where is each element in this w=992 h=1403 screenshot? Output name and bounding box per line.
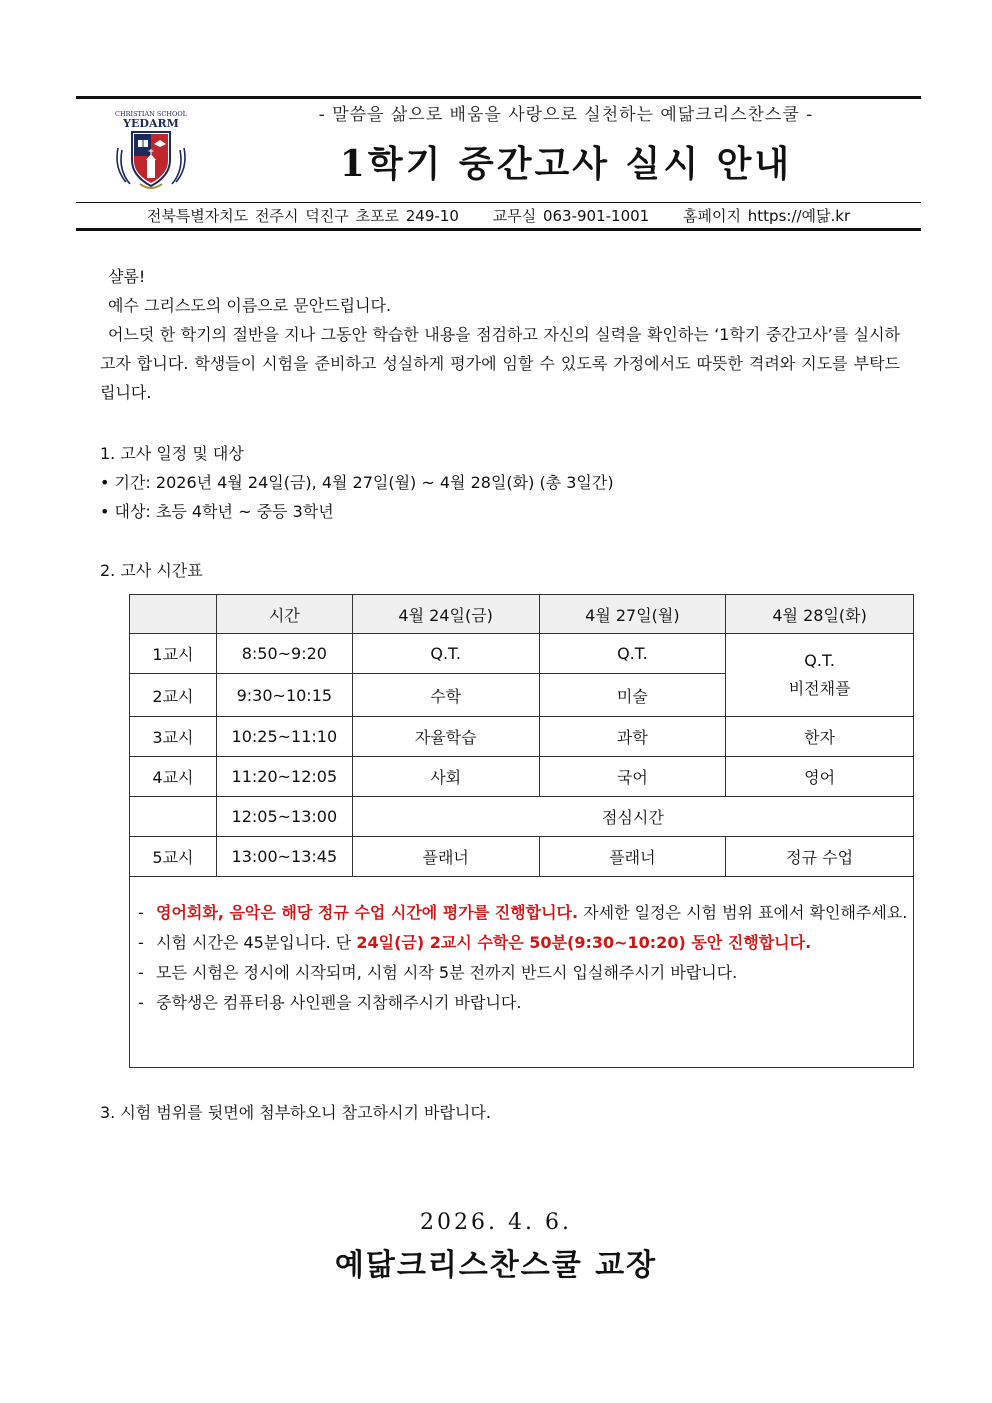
document-title: 1학기 중간고사 실시 안내 (339, 143, 793, 185)
school-slogan: - 말씀을 삶으로 배움을 사랑으로 실천하는 예닮크리스찬스쿨 - (318, 105, 814, 125)
table-row (130, 634, 914, 674)
signer-title: 예닮크리스찬스쿨 교장 (334, 1248, 658, 1283)
note-text: 모든 시험은 정시에 시작되며, 시험 시작 5분 전까지 반드시 입실해주시기 바랍니다. (156, 963, 738, 982)
office-phone: 교무실 063-901-1001 (492, 207, 650, 225)
subject-cell: 국어 (539, 757, 726, 797)
period-cell: 1교시 (130, 634, 217, 674)
merged-subject-line1: Q.T. (804, 651, 835, 670)
lunch-cell: 점심시간 (352, 797, 913, 837)
note-text: 시험 시간은 45분입니다. 단 (156, 933, 357, 952)
greeting-paragraph: 어느덧 한 학기의 절반을 지나 그동안 학습한 내용을 점검하고 자신의 실력을 확인하는 ‘1학기 중간고사’를 실시하고자 합니다. 학생들이 시험을 준비하고 성실하게 평가에 임할 수 있도록 가정에서도 따뜻한 격려와 지도를 부탁드립니다. (100, 325, 900, 402)
header-cell-time: 시간 (216, 595, 352, 634)
note-item: - 시험 시간은 45분입니다. 단 24일(금) 2교시 수학은 50분(9:30~10:20) 동안 진행합니다. (138, 933, 812, 952)
header-cell-day3: 4월 28일(화) (726, 595, 914, 634)
period-cell: 2교시 (130, 674, 217, 717)
table-row (130, 837, 914, 877)
greeting-block (100, 262, 900, 407)
middle-rule (76, 202, 921, 203)
greeting-shalom: 샬롬! (108, 267, 146, 286)
period-cell (130, 797, 217, 837)
subject-cell: 사회 (352, 757, 539, 797)
note-item: - 영어회화, 음악은 해당 정규 수업 시간에 평가를 진행합니다. 자세한 일정은 시험 범위 표에서 확인해주세요. (138, 903, 908, 922)
header-cell-blank (130, 595, 217, 634)
period-cell: 3교시 (130, 717, 217, 757)
time-cell: 12:05~13:00 (216, 797, 352, 837)
contact-line (76, 205, 921, 226)
subject-cell: Q.T. (539, 634, 726, 674)
document-date: 2026. 4. 6. (420, 1210, 572, 1235)
note-item: - 중학생은 컴퓨터용 사인펜을 지참해주시기 바랍니다. (138, 993, 522, 1012)
subject-cell: 미술 (539, 674, 726, 717)
note-highlight: 24일(금) 2교시 수학은 50분(9:30~10:20) 동안 진행합니다. (356, 933, 812, 952)
note-item: - 모든 시험은 정시에 시작되며, 시험 시작 5분 전까지 반드시 입실해주시기 바랍니다. (138, 963, 738, 982)
school-crest-logo (110, 108, 192, 192)
top-rule (76, 96, 921, 99)
table-row (130, 717, 914, 757)
exam-period: • 기간: 2026년 4월 24일(금), 4월 27일(월) ~ 4월 28일(화) (총 3일간) (100, 473, 614, 492)
header-cell-day2: 4월 27일(월) (539, 595, 726, 634)
greeting-salutation: 예수 그리스도의 이름으로 문안드립니다. (108, 296, 392, 315)
exam-timetable (129, 594, 914, 877)
time-cell: 10:25~11:10 (216, 717, 352, 757)
subject-cell: 플래너 (352, 837, 539, 877)
bottom-rule (76, 228, 921, 231)
homepage-link[interactable]: 홈페이지 https://예닮.kr (683, 207, 851, 225)
subject-cell: 플래너 (539, 837, 726, 877)
subject-cell: 한자 (726, 717, 914, 757)
subject-cell: 영어 (726, 757, 914, 797)
time-cell: 8:50~9:20 (216, 634, 352, 674)
svg-text:CHRISTIAN SCHOOL: CHRISTIAN SCHOOL (115, 110, 187, 118)
timetable-notes-box (129, 874, 914, 1068)
time-cell: 13:00~13:45 (216, 837, 352, 877)
merged-subject-cell (726, 634, 914, 717)
merged-subject-line2: 비전채플 (788, 679, 851, 698)
subject-cell: Q.T. (352, 634, 539, 674)
note-text: 중학생은 컴퓨터용 사인펜을 지참해주시기 바랍니다. (156, 993, 522, 1012)
subject-cell: 자율학습 (352, 717, 539, 757)
table-row (130, 757, 914, 797)
subject-cell: 과학 (539, 717, 726, 757)
table-row-lunch (130, 797, 914, 837)
letterhead (76, 96, 921, 230)
school-address: 전북특별자치도 전주시 덕진구 초포로 249-10 (146, 207, 459, 225)
time-cell: 9:30~10:15 (216, 674, 352, 717)
period-cell: 4교시 (130, 757, 217, 797)
time-cell: 11:20~12:05 (216, 757, 352, 797)
note-highlight: 영어회화, 음악은 해당 정규 수업 시간에 평가를 진행합니다. (156, 903, 579, 922)
subject-cell: 정규 수업 (726, 837, 914, 877)
subject-cell: 수학 (352, 674, 539, 717)
section-1-heading: 1. 고사 일정 및 대상 (100, 444, 244, 463)
note-text: 자세한 일정은 시험 범위 표에서 확인해주세요. (578, 903, 908, 922)
svg-text:YEDARM: YEDARM (123, 117, 179, 130)
header-cell-day1: 4월 24일(금) (352, 595, 539, 634)
exam-target: • 대상: 초등 4학년 ~ 중등 3학년 (100, 502, 334, 521)
period-cell: 5교시 (130, 837, 217, 877)
timetable-header-row (130, 595, 914, 634)
section-3-heading: 3. 시험 범위를 뒷면에 첨부하오니 참고하시기 바랍니다. (100, 1103, 491, 1122)
section-2-heading: 2. 고사 시간표 (100, 561, 203, 580)
